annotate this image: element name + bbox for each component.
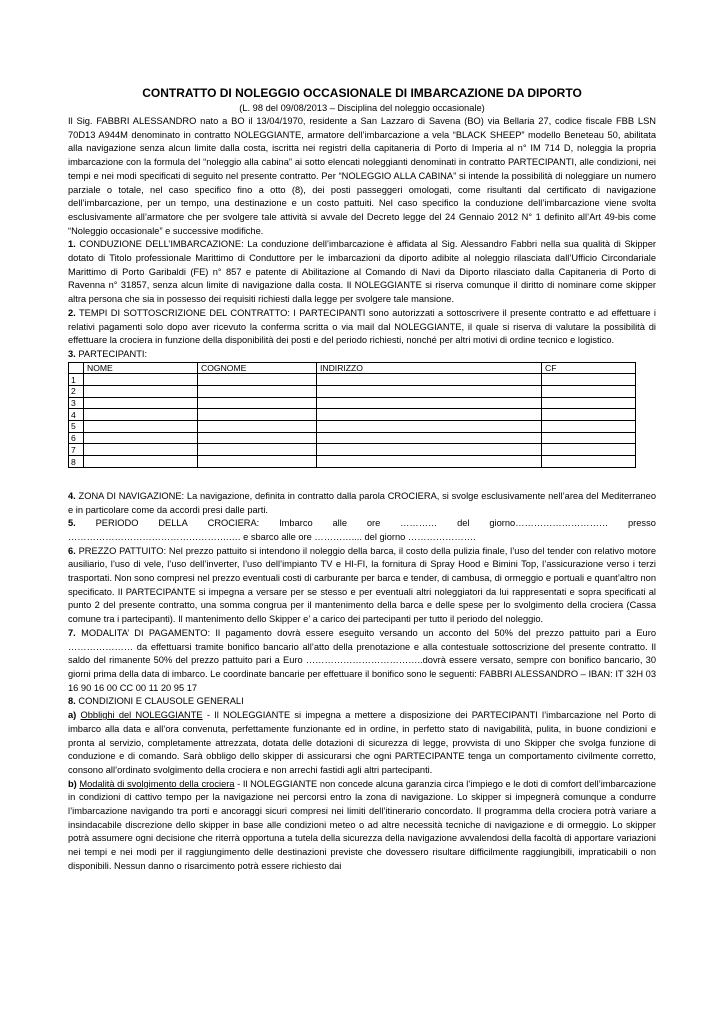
spacer: [68, 468, 656, 490]
participants-table: [68, 362, 636, 468]
section-number: 1.: [68, 239, 76, 250]
clause-title: Obblighi del NOLEGGIANTE: [80, 710, 203, 721]
row-number: 1: [69, 374, 84, 386]
s5-word: Imbarco: [279, 518, 313, 529]
cell-cf: [542, 444, 636, 456]
s5-word: DELLA: [158, 518, 188, 529]
section-8: [68, 695, 656, 709]
cell-nome: [84, 444, 198, 456]
cell-indirizzo: [317, 432, 542, 444]
section-text: TEMPI DI SOTTOSCRIZIONE DEL CONTRATTO: I PARTECIPANTI sono autorizzati a sottoscrivere il presente contratto e ad effettuare i relativi pagamenti solo dopo aver ricevuto la conferma scritta o via mail dal NOLEGGIANTE, il quale si riserva di valutare la possibilità di effettuare la crociera in funzione della disponibilità dei posti e del periodo richiesti, nonché per altri motivi di ordine tecnico e logistico.: [68, 307, 656, 346]
cell-cognome: [198, 397, 317, 409]
clause-text: - Il NOLEGGIANTE non concede alcuna garanzia circa l’impiego e le doti di comfort dell’imbarcazione in condizioni di cattivo tempo per la navigazione nei percorsi entro la zona di navigazione. Lo skipper si impegnerà comunque a condurre l’imbarcazione navigando tra porti e ancoraggi sicuri compresi nei limiti dell’itinerario concordato. Il programma della crociera potrà variare a insindacabile discrezione dello skipper in base alle condizioni meteo o ad altre necessità tecniche di navigazione e di ormeggio. Lo skipper potrà assumere ogni decisione che riterrà opportuna a tutela della sicurezza della navigazione avvalendosi della facoltà di apportare variazioni nei tempi e nei modi per il raggiungimento delle destinazioni previste che dovessero risultare difficilmente raggiungibili, impraticabili o non disponibili. Nessun danno o risarcimento potrà essere richiesto dai: [68, 778, 656, 871]
s5-word: …………: [400, 518, 438, 529]
cell-indirizzo: [317, 421, 542, 433]
clause-title: Modalità di svolgimento della crociera: [79, 778, 235, 789]
cell-cognome: [198, 374, 317, 386]
section-text: CONDUZIONE DELL’IMBARCAZIONE: La conduzione dell’imbarcazione è affidata al Sig. Alessandro Fabbri nella sua qualità di Skipper dotato di Titolo professionale Marittimo di Conduttore per le imbarcazioni da diporto adibite al noleggio rilasciata dall’Ufficio Circondariale Marittimo di Porto Garibaldi (FE) n° 857 e patente di Abilitazione al Comando di Navi da Diporto rilasciato dalla Capitaneria di Porto di Ravenna n° 31857, senza alcun limite di navigazione dalla costa. Il NOLEGGIANTE si riserva comunque il diritto di nominare come skipper altra persona che sia in possesso dei requisiti richiesti dalla legge per svolgere tale mansione.: [68, 239, 656, 305]
section-4: [68, 490, 656, 517]
cell-nome: [84, 386, 198, 398]
table-header-row: [69, 362, 636, 374]
cell-cf: [542, 456, 636, 468]
section-3: [68, 348, 656, 362]
section-number: 2.: [68, 307, 76, 318]
row-number: 6: [69, 432, 84, 444]
cell-cf: [542, 421, 636, 433]
section-number: 5.: [68, 518, 76, 529]
section-1: [68, 238, 656, 307]
cell-indirizzo: [317, 409, 542, 421]
cell-cognome: [198, 386, 317, 398]
section-number: 7.: [68, 627, 76, 638]
table-row: [69, 397, 636, 409]
cell-cf: [542, 432, 636, 444]
clause-label: a): [68, 710, 77, 721]
column-header-nome: NOME: [84, 362, 198, 374]
cell-indirizzo: [317, 374, 542, 386]
section-5-line-2: …………………………………………….…. e sbarco alle ore ………….... del giorno ………………….: [68, 531, 476, 542]
section-number: 4.: [68, 490, 76, 501]
contract-page: [68, 86, 656, 874]
document-title: CONTRATTO DI NOLEGGIO OCCASIONALE DI IMBARCAZIONE DA DIPORTO: [142, 86, 582, 100]
cell-cognome: [198, 409, 317, 421]
section-number: 8.: [68, 696, 76, 707]
column-header-cognome: COGNOME: [198, 362, 317, 374]
section-7: [68, 627, 656, 696]
section-2: [68, 307, 656, 348]
cell-cf: [542, 409, 636, 421]
cell-nome: [84, 374, 198, 386]
table-row: [69, 432, 636, 444]
column-header-indirizzo: INDIRIZZO: [317, 362, 542, 374]
clause-b: [68, 778, 656, 874]
cell-indirizzo: [317, 444, 542, 456]
cell-cognome: [198, 421, 317, 433]
row-number: 8: [69, 456, 84, 468]
section-number: 6.: [68, 545, 76, 556]
section-6: [68, 545, 656, 627]
section-text: PREZZO PATTUITO: Nel prezzo pattuito si intendono il noleggio della barca, il costo della pulizia finale, l’uso del tender con relativo motore ausiliario, l’uso di vele, l’uso dell’inverter, l’uso dell’impianto TV e HI-FI, la fornitura di Spray Hood e Bimini Top, l’assicurazione verso i terzi trasportati. Non sono compresi nel prezzo eventuali costi di carburante per barca e tender, di cambusa, di ormeggio e portuali e quant’altro non specificato. Il PARTECIPANTE si impegna a versare per se stesso e per eventuali altri noleggiatori da lui rappresentati e sopra specificati al punto 2 del presente contratto, una somma congrua per il mantenimento della barca e delle spese per lo svolgimento della crociera (Cassa comune tra i partecipanti). Il mantenimento dello Skipper e’ a carico dei partecipanti per tutto il periodo del noleggio.: [68, 545, 657, 625]
cell-cf: [542, 386, 636, 398]
clause-label: b): [68, 778, 77, 789]
column-header-cf: CF: [542, 362, 636, 374]
section-5-line-1: [68, 517, 656, 531]
cell-cf: [542, 374, 636, 386]
table-row: [69, 456, 636, 468]
s5-word: ore: [366, 518, 381, 529]
section-text: PARTECIPANTI:: [78, 348, 148, 359]
document-subtitle: (L. 98 del 09/08/2013 – Disciplina del noleggio occasionale): [239, 103, 485, 113]
section-text: CONDIZIONI E CLAUSOLE GENERALI: [78, 696, 244, 707]
clause-text: - Il NOLEGGIANTE si impegna a mettere a disposizione dei PARTECIPANTI l’imbarcazione nel Porto di imbarco alla data e all’ora convenuta, perfettamente funzionante ed in ordine, in perfetto stato di navigabilità, pulita, in buone condizioni e pronta al servizio, completamente attrezzata, dotata delle dotazioni di sicurezza di legge, provvista di uno Skipper che svolga funzione di conduzione e di comando. Sarà obbligo dello skipper di assicurarsi che ogni PARTECIPANTE tenga un comportamento civilmente corretto, consono all’ordinato svolgimento della crociera e non arrechi fastidi agli altri partecipanti.: [68, 710, 656, 775]
s5-word: giorno…………………………: [489, 518, 609, 529]
row-number: 5: [69, 421, 84, 433]
row-number: 2: [69, 386, 84, 398]
cell-nome: [84, 456, 198, 468]
table-row: [69, 421, 636, 433]
section-text: MODALITA’ DI PAGAMENTO: Il pagamento dovrà essere eseguito versando un acconto del 50% del prezzo pattuito pari a Euro ………………… da effettuarsi tramite bonifico bancario all’atto della prenotazione e alla contestuale sottoscrizione del presente contratto. Il saldo del rimanente 50% del prezzo pattuito pari a Euro ………………………………..dovrà essere versato, sempre con bonifico bancario, 30 giorni prima della data di imbarco. Le coordinate bancarie per effettuare il bonifico sono le seguenti: FABBRI ALESSANDRO – IBAN: IT 32H 03 16 90 16 00 CC 00 11 20 95 17: [68, 627, 656, 693]
clause-a: [68, 709, 656, 778]
table-row: [69, 386, 636, 398]
s5-word: alle: [332, 518, 347, 529]
index-column-header: [69, 362, 84, 374]
cell-nome: [84, 397, 198, 409]
s5-word: del: [457, 518, 470, 529]
cell-nome: [84, 432, 198, 444]
intro-paragraph: Il Sig. FABBRI ALESSANDRO nato a BO il 13/04/1970, residente a San Lazzaro di Savena (BO) via Bellaria 27, codice fiscale FBB LSN 70D13 A944M denominato in contratto NOLEGGIANTE, armatore dell’imbarcazione a vela “BLACK SHEEP” modello Beneteau 50, abilitata alla navigazione senza alcun limite dalla costa, iscritta nei registri della capitaneria di Porto di Imperia al n° IM 714 D, noleggia la propria imbarcazione con la formula del “noleggio alla cabina” ai sotto elencati noleggianti denominati in contratto PARTECIPANTI, alle condizioni, nei tempi e nei modi specificati di seguito nel presente contratto. Per “NOLEGGIO ALLA CABINA” si intende la possibilità di noleggiare un numero parziale o totale, nel caso specifico fino a otto (8), dei posti passeggeri omologati, come risultanti dal certificato di navigazione dell’imbarcazione, per un tempo, una destinazione e un costo pattuiti. Nel caso specifico la conduzione dell’imbarcazione viene svolta esclusivamente all’armatore che per svolgere tale attività si avvale del Decreto legge del 24 Gennaio 2012 N° 1 definito all’Art 49-bis come “Noleggio occasionale” e successive modifiche.: [68, 116, 656, 236]
cell-cf: [542, 397, 636, 409]
s5-word: PERIODO: [95, 518, 139, 529]
row-number: 3: [69, 397, 84, 409]
table-row: [69, 444, 636, 456]
cell-nome: [84, 421, 198, 433]
cell-indirizzo: [317, 397, 542, 409]
cell-cognome: [198, 444, 317, 456]
s5-word: CROCIERA:: [207, 518, 260, 529]
cell-nome: [84, 409, 198, 421]
section-number: 3.: [68, 348, 76, 359]
row-number: 4: [69, 409, 84, 421]
cell-indirizzo: [317, 456, 542, 468]
s5-word: presso: [628, 518, 656, 529]
table-row: [69, 374, 636, 386]
table-row: [69, 409, 636, 421]
section-text: ZONA DI NAVIGAZIONE: La navigazione, definita in contratto dalla parola CROCIERA, si svolge esclusivamente nell’area del Mediterraneo e in particolare come da accordi presi dalle parti.: [68, 490, 656, 515]
row-number: 7: [69, 444, 84, 456]
cell-indirizzo: [317, 386, 542, 398]
cell-cognome: [198, 456, 317, 468]
cell-cognome: [198, 432, 317, 444]
